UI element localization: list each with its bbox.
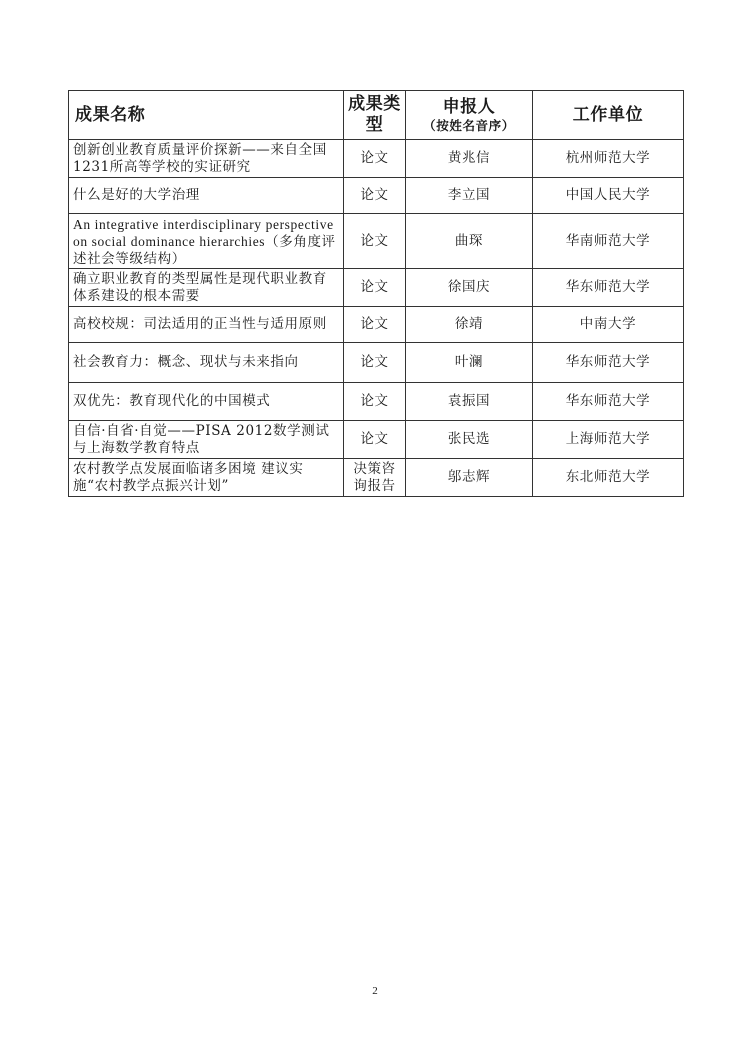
table-row <box>69 140 684 178</box>
row-unit: 华南师范大学 <box>533 214 684 269</box>
header-unit: 工作单位 <box>533 91 684 140</box>
row-applicant: 黄兆信 <box>406 140 533 178</box>
row-name: 确立职业教育的类型属性是现代职业教育体系建设的根本需要 <box>69 269 344 307</box>
row-type: 论文 <box>344 214 406 269</box>
page-number: 2 <box>372 985 378 997</box>
row-applicant: 邬志辉 <box>406 459 533 497</box>
row-applicant: 叶澜 <box>406 343 533 383</box>
header-applicant <box>406 91 533 140</box>
row-applicant: 李立国 <box>406 178 533 214</box>
table-row <box>69 307 684 343</box>
row-applicant: 张民选 <box>406 421 533 459</box>
table-row <box>69 269 684 307</box>
row-type: 论文 <box>344 343 406 383</box>
table-row <box>69 178 684 214</box>
row-unit: 华东师范大学 <box>533 269 684 307</box>
table-row <box>69 383 684 421</box>
row-name: 社会教育力：概念、现状与未来指向 <box>69 343 344 383</box>
row-type: 论文 <box>344 269 406 307</box>
row-applicant: 袁振国 <box>406 383 533 421</box>
header-name: 成果名称 <box>69 91 344 140</box>
header-type: 成果类型 <box>344 91 406 140</box>
table-row <box>69 421 684 459</box>
row-name: 什么是好的大学治理 <box>69 178 344 214</box>
row-type: 决策咨询报告 <box>344 459 406 497</box>
row-applicant: 曲琛 <box>406 214 533 269</box>
row-unit: 中南大学 <box>533 307 684 343</box>
row-unit: 杭州师范大学 <box>533 140 684 178</box>
row-unit: 东北师范大学 <box>533 459 684 497</box>
row-name: 农村教学点发展面临诸多困境 建议实施“农村教学点振兴计划” <box>69 459 344 497</box>
table-row <box>69 343 684 383</box>
row-name: 高校校规：司法适用的正当性与适用原则 <box>69 307 344 343</box>
row-name: 双优先：教育现代化的中国模式 <box>69 383 344 421</box>
header-applicant-label: 申报人 <box>442 96 496 117</box>
row-type: 论文 <box>344 383 406 421</box>
row-applicant: 徐国庆 <box>406 269 533 307</box>
header-applicant-note: （按姓名音序） <box>423 117 515 133</box>
row-unit: 中国人民大学 <box>533 178 684 214</box>
row-unit: 上海师范大学 <box>533 421 684 459</box>
row-unit: 华东师范大学 <box>533 383 684 421</box>
row-unit: 华东师范大学 <box>533 343 684 383</box>
row-type: 论文 <box>344 178 406 214</box>
table-row <box>69 459 684 497</box>
row-name: 自信·自省·自觉——PISA 2012数学测试与上海数学教育特点 <box>69 421 344 459</box>
row-type: 论文 <box>344 421 406 459</box>
table-header-row <box>69 91 684 140</box>
row-type: 论文 <box>344 307 406 343</box>
table-row <box>69 214 684 269</box>
row-applicant: 徐靖 <box>406 307 533 343</box>
row-name: 创新创业教育质量评价探新——来自全国1231所高等学校的实证研究 <box>69 140 344 178</box>
row-type: 论文 <box>344 140 406 178</box>
results-table <box>68 90 684 497</box>
row-name: An integrative interdisciplinary perspective on social dominance hierarchies（多角度评述社会等级结构） <box>69 214 344 269</box>
